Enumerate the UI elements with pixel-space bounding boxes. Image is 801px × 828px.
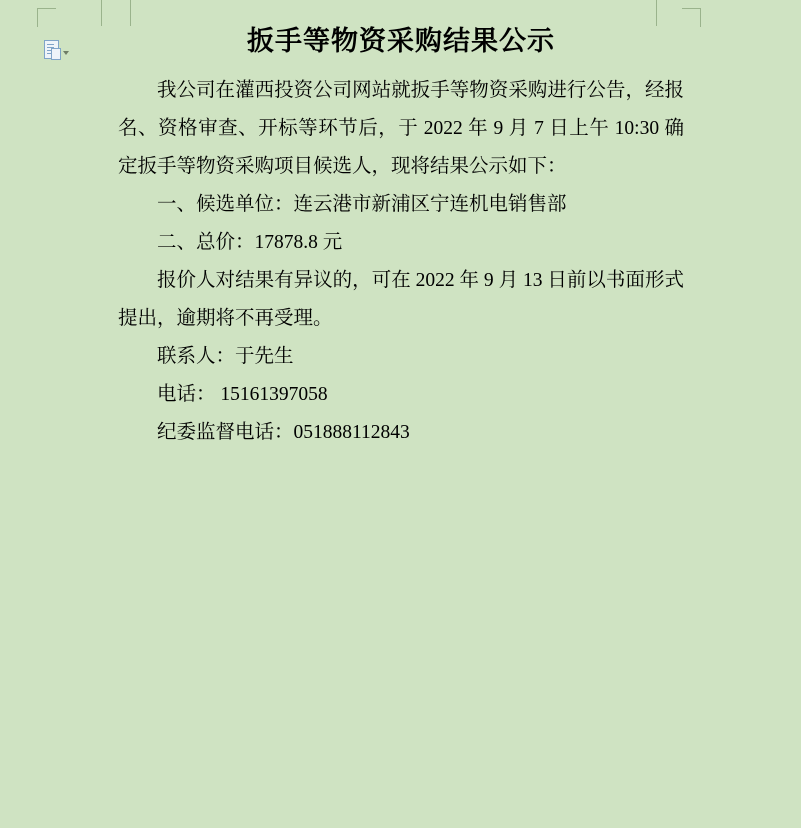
- crop-mark-top-right: [682, 8, 701, 27]
- paragraph-intro: 我公司在灌西投资公司网站就扳手等物资采购进行公告，经报名、资格审查、开标等环节后，于 2022 年 9 月 7 日上午 10:30 确定扳手等物资采购项目候选人，现将结果公示如下：: [118, 80, 684, 177]
- paragraph-supervision-phone: 纪委监督电话：051888112843: [157, 422, 410, 443]
- margin-guide-1: [101, 0, 102, 26]
- paragraph-total-price: 二、总价：17878.8 元: [157, 232, 343, 253]
- paragraph-contact-person: 联系人：于先生: [157, 346, 294, 367]
- document-content: [118, 22, 684, 452]
- paragraph-phone: 电话： 15161397058: [157, 384, 328, 405]
- document-icon: [44, 40, 61, 59]
- crop-mark-top-left: [37, 8, 56, 27]
- page-title: 扳手等物资采购结果公示: [247, 26, 555, 57]
- paragraph-candidate-unit: 一、候选单位：连云港市新浦区宁连机电销售部: [157, 194, 567, 215]
- paragraph-objection-notice: 报价人对结果有异议的，可在 2022 年 9 月 13 日前以书面形式提出，逾期将不再受理。: [118, 270, 684, 329]
- document-icon-button[interactable]: [44, 40, 69, 59]
- chevron-down-icon[interactable]: [63, 51, 69, 55]
